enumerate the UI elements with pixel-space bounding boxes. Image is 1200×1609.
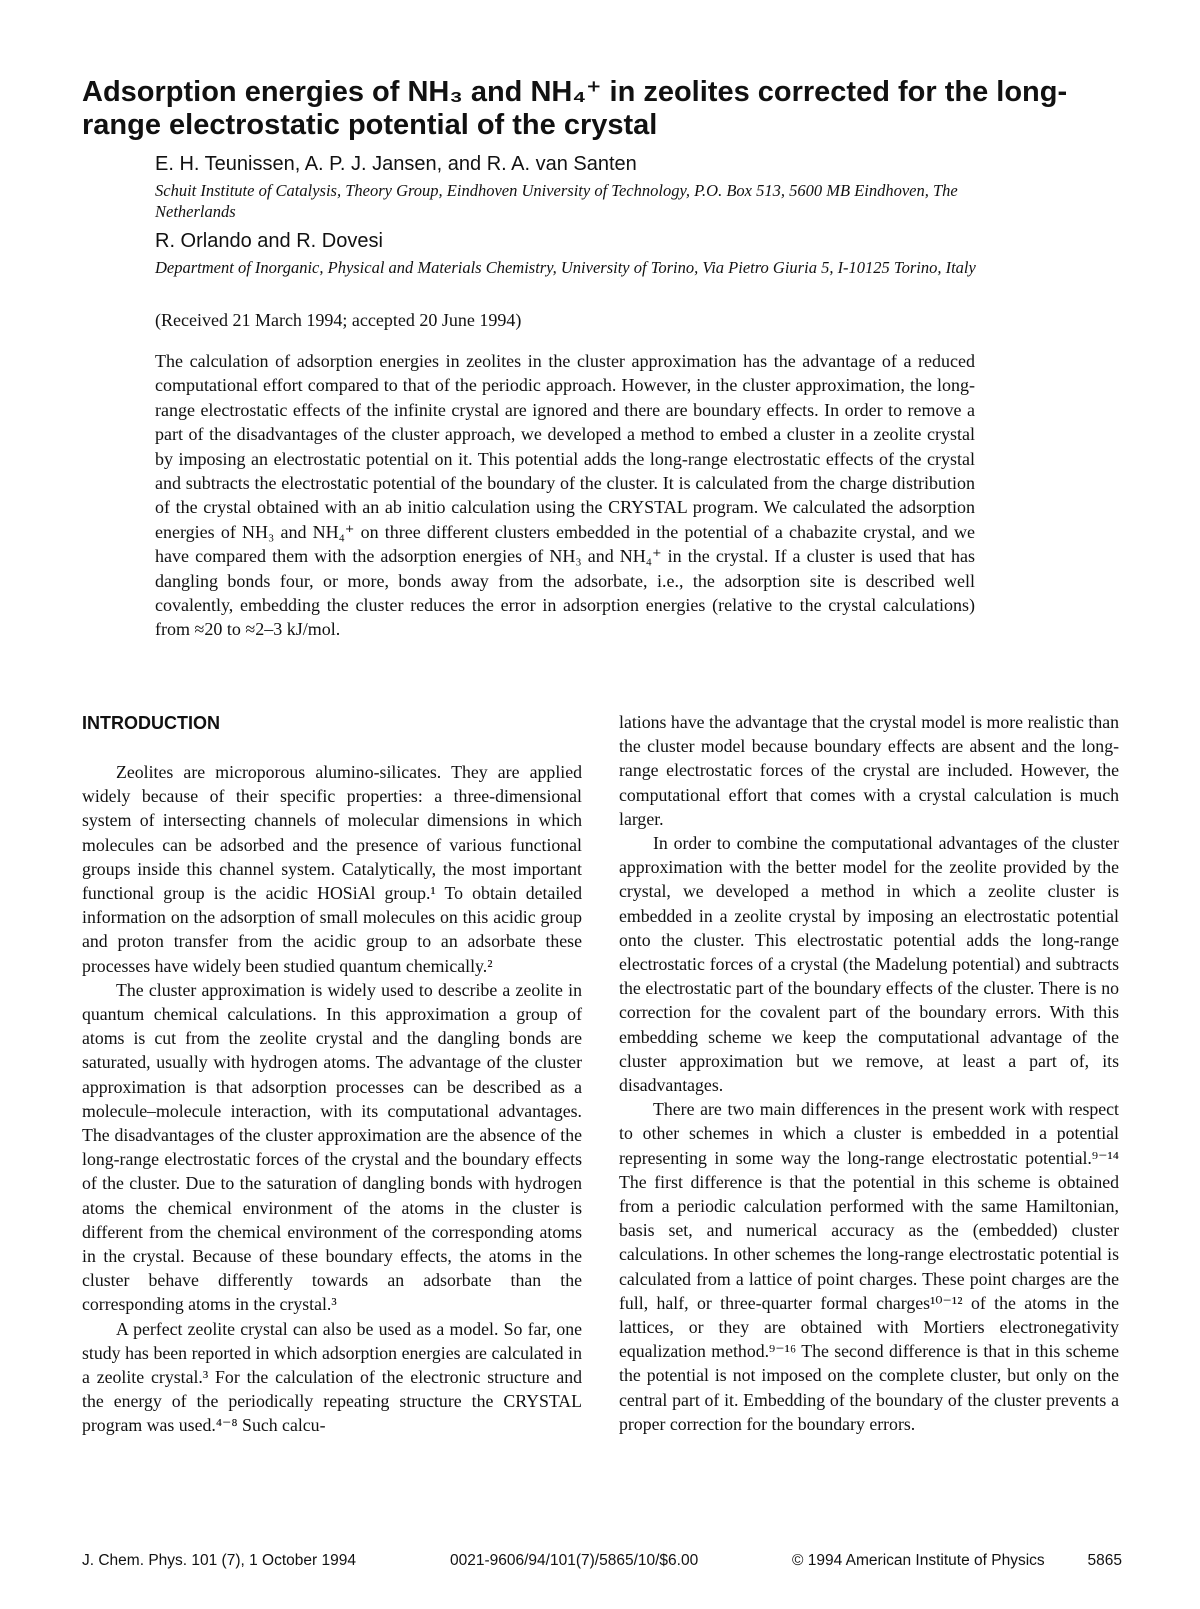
intro-paragraph-4: In order to combine the computational advantages of the cluster approximation with the better model for the zeolite provided by the crystal, we developed a method in which a zeolite cluster is embedded in a zeolite crystal by imposing an electrostatic potential onto the cluster. This electrostatic potential adds the long-range electrostatic forces of a crystal (the Madelung potential) and subtracts the electrostatic part of the boundary effects of the cluster. There is no correction for the covalent part of the boundary errors. With this embedding scheme we keep the computational advantage of the cluster approximation but we remove, at least a part of, its disadvantages. [619, 833, 1119, 1096]
page-footer [82, 1552, 1122, 1574]
affiliation-1: Schuit Institute of Catalysis, Theory Group, Eindhoven University of Technology, P.O. Box 513, 5600 MB Eindhoven, The Netherlands [155, 181, 958, 221]
footer-article-code: 0021-9606/94/101(7)/5865/10/$6.00 [450, 1552, 699, 1569]
footer-page-number: 5865 [1087, 1552, 1122, 1569]
right-column [619, 710, 1119, 1436]
intro-paragraph-3-continued: lations have the advantage that the crystal model is more realistic than the cluster model because boundary effects are absent and the long-range electrostatic forces of the crystal are included. However, the computational effort that comes with a crystal calculation is much larger. [619, 712, 1119, 829]
abstract: The calculation of adsorption energies in zeolites in the cluster approximation has the advantage of a reduced computational effort compared to that of the periodic approach. However, in the cluster approximation, the long-range electrostatic effects of the infinite crystal are ignored and there are boundary effects. In order to remove a part of the disadvantages of the cluster approach, we developed a method to embed a cluster in a zeolite crystal by imposing an electrostatic potential on it. This potential adds the long-range electrostatic effects of the crystal and subtracts the electrostatic potential of the boundary of the cluster. It is calculated from the charge distribution of the crystal obtained with an ab initio calculation using the CRYSTAL program. We calculated the adsorption energies of NH₃ and NH₄⁺ on three different clusters embedded in the potential of a chabazite crystal, and we have compared them with the adsorption energies of NH₃ and NH₄⁺ in the crystal. If a cluster is used that has dangling bonds four, or more, bonds away from the adsorbate, i.e., the adsorption site is described well covalently, embedding the cluster reduces the error in adsorption energies (relative to the crystal calculations) from ≈20 to ≈2–3 kJ/mol. [155, 351, 975, 640]
left-column [82, 710, 582, 1438]
intro-paragraph-2: The cluster approximation is widely used to describe a zeolite in quantum chemical calculations. In this approximation a group of atoms is cut from the zeolite crystal and the dangling bonds are saturated, usually with hydrogen atoms. The advantage of the cluster approximation is that adsorption processes can be described as a molecule–molecule interaction, with its computational advantages. The disadvantages of the cluster approximation are the absence of the long-range electrostatic forces of the crystal and the boundary effects of the cluster. Due to the saturation of dangling bonds with hydrogen atoms the chemical environment of the atoms in the cluster is different from the chemical environment of the corresponding atoms in the crystal. Because of these boundary effects, the atoms in the cluster behave differently towards an adsorbate than the corresponding atoms in the crystal.³ [82, 979, 582, 1315]
footer-journal-citation: J. Chem. Phys. 101 (7), 1 October 1994 [82, 1552, 356, 1569]
intro-paragraph-5: There are two main differences in the present work with respect to other schemes in which a cluster is embedded in a potential representing in some way the long-range electrostatic potential.⁹⁻¹⁴ The first difference is that the potential in this scheme is obtained from a periodic calculation performed with the same Hamiltonian, basis set, and numerical accuracy as the (embedded) cluster calculations. In other schemes the long-range electrostatic potential is calculated from a lattice of point charges. These point charges are the full, half, or three-quarter formal charges¹⁰⁻¹² of the atoms in the lattices, or they are obtained with Mortiers electronegativity equalization method.⁹⁻¹⁶ The second difference is that in this scheme the potential is not imposed on the complete cluster, but only on the central part of it. Embedding of the boundary of the cluster prevents a proper correction for the boundary errors. [619, 1099, 1119, 1434]
article-title: Adsorption energies of NH₃ and NH₄⁺ in zeolites corrected for the long-range electrostatic potential of the crystal [82, 76, 1068, 141]
intro-paragraph-1: Zeolites are microporous alumino-silicates. They are applied widely because of their specific properties: a three-dimensional system of intersecting channels of molecular dimensions in which molecules can be adsorbed and the presence of various functional groups inside this channel system. Catalytically, the most important functional group is the acidic HOSiAl group.¹ To obtain detailed information on the adsorption of small molecules on this acidic group and proton transfer from the acidic group to an adsorbate these processes have widely been studied quantum chemically.² [82, 762, 582, 976]
intro-paragraph-3: A perfect zeolite crystal can also be used as a model. So far, one study has been reported in which adsorption energies are calculated in a zeolite crystal.³ For the calculation of the electronic structure and the energy of the periodically repeating structure the CRYSTAL program was used.⁴⁻⁸ Such calcu- [82, 1318, 582, 1436]
affiliation-2: Department of Inorganic, Physical and Materials Chemistry, University of Torino, Via Pietro Giuria 5, I-10125 Torino, Italy [155, 258, 976, 277]
author-list-1: E. H. Teunissen, A. P. J. Jansen, and R. A. van Santen [155, 153, 637, 175]
author-list-2: R. Orlando and R. Dovesi [155, 230, 383, 252]
section-heading-introduction: INTRODUCTION [82, 713, 220, 733]
footer-copyright: © 1994 American Institute of Physics [792, 1552, 1045, 1569]
received-dates: (Received 21 March 1994; accepted 20 June 1994) [155, 310, 522, 330]
